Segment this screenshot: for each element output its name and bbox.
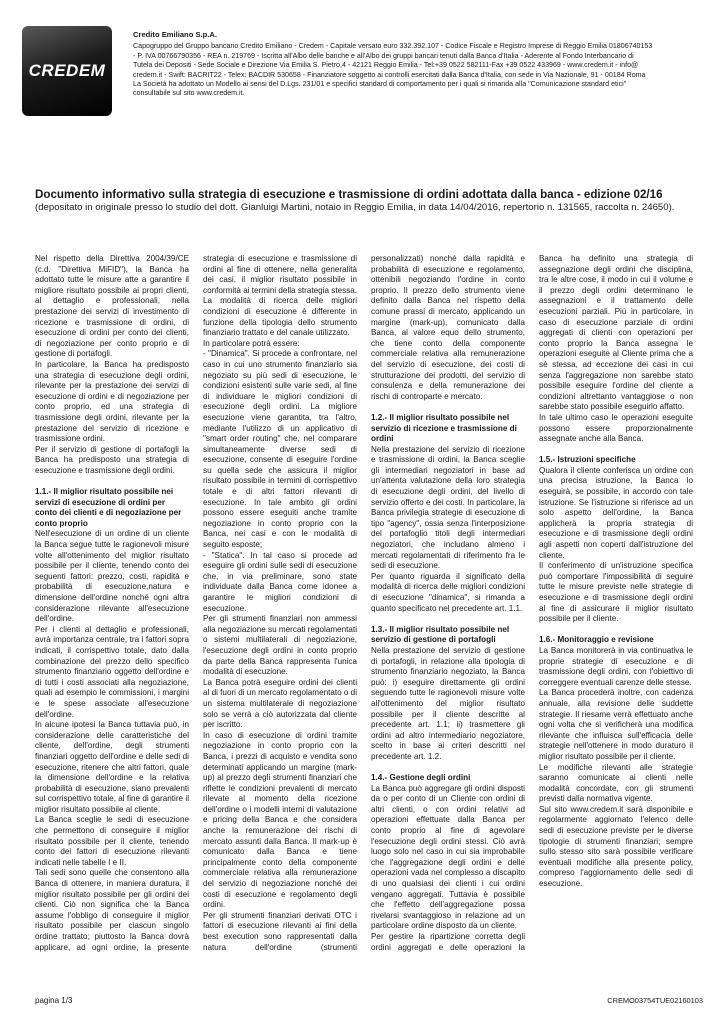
body-paragraph: In particolare, la Banca ha predisposto una strategia di esecuzione degli ordini, rilevante per la prestazione dei servizi di esecuzione di ordini e di negoziazione per conto proprio, ed una strategia di trasmissione degli ordini, rilevante per la prestazione del servizio di ricezione e trasmissione ordini. [35, 359, 189, 444]
body-paragraph: La Banca procederà inoltre, con cadenza annuale, alla revisione delle suddette strategie. Il riesame verrà effettuato anche ogni volta che si verificherà una modifica rilevante che influisca sull'efficacia delle strategie nell'ottenere in modo duraturo il miglior risultato possibile per il cliente. [539, 688, 693, 761]
body-paragraph: Per gli strumenti finanziari derivati OTC i fattori di esecuzione rilevanti ai fini della best execution sono rappresentati dalla natura dell'ordine (strumenti personalizzati) nonché dalla rapidità e probabilità di esecuzione e regolamento, ottenibili negoziando l'ordine in conto proprio. Il prezzo dello strumento viene definito dalla Banca nel rispetto della comune prassi di mercato, applicando un margine (mark-up), comunicato dalla Banca, al valore equo dello strumento, che tiene conto della componente commerciale relativa alla remunerazione del servizio di esecuzione, dei costi di strutturazione dei prodotti, del servizio di consulenza e della remunerazione dei rischi di controparte e mercato. [203, 254, 525, 952]
document-body [35, 254, 693, 954]
header-line: credem.it - Swift: BACRIT22 - Telex: BACDIR 530658 - Finanziatore soggetto ai controlli esercitati dalla Banca d'Italia, con sede in Via Nazionale, 91 - 00184 Roma [133, 70, 646, 79]
header-line: - P. IVA 00766790356 - REA n. 219769 - Iscritta all'Albo delle banche e all'Albo dei gruppi bancari tenuti dalla Banca d'Italia - Aderente al Fondo Interbancario di [133, 51, 634, 60]
body-paragraph: La Banca può aggregare gli ordini disposti da o per conto di un Cliente con ordini di altri clienti, o con ordini relativi ad operazioni effettuate dalla Banca per conto proprio al fine di agevolare l'esecuzione degli ordini stessi. Ciò avrà luogo solo nel caso in cui sia improbabile che l'aggregazione degli ordini e delle operazioni vada nel complesso a discapito di uno qualsiasi dei clienti i cui ordini vengano aggregati. Tuttavia è possibile che l'effetto dell'aggregazione possa rivelarsi svantaggioso in relazione ad un particolare ordine disposto da un cliente. [371, 783, 525, 931]
body-paragraph: La Banca potrà eseguire ordini dei clienti al di fuori di un mercato regolamentato o di un sistema multilaterale di negoziazione solo se verrà a ciò autorizzata dal cliente per iscritto. [203, 677, 358, 730]
body-paragraph: La modalità di ricerca delle migliori condizioni di esecuzione è differente in funzione della tipologia dello strumento finanziario trattato e del canale utilizzato. [203, 296, 357, 338]
header-line: Capogruppo del Gruppo bancario Credito Emiliano - Credem - Capitale versato euro 332.392.107 - Codice Fiscale e Registro Imprese di Reggio Emilia 01806740153 [133, 42, 653, 51]
section-heading: 1.1.- Il miglior risultato possibile nei servizi di esecuzione di ordini per conto dei clienti e di negoziazione per conto proprio [35, 487, 182, 528]
company-name: Credito Emiliano S.p.A. [133, 30, 217, 39]
body-paragraph: Nel rispetto della Direttiva 2004/39/CE (c.d. "Direttiva MiFID"), la Banca ha adottato tutte le misure atte a garantire il migliore risultato possibile ai propri clienti, al dettaglio e professionali, nella prestazione dei servizi di investimento di ricezione e trasmissione di ordini, di esecuzione di ordini per conto dei clienti, di negoziazione per conto proprio e di gestione di portafogli. [35, 254, 189, 359]
paragraph-spacer [371, 614, 525, 625]
body-paragraph: In particolare potrà essere: [203, 338, 300, 348]
body-paragraph: In tale ultimo caso le operazioni eseguite possono essere proporzionalmente assegnate anche alla Banca. [539, 412, 693, 444]
body-paragraph: Le modifiche rilevanti alle strategie saranno comunicate ai clienti nelle modalità concordate, con gli strumenti previsti dalla normativa vigente. [539, 762, 693, 804]
body-paragraph: Per gestire la ripartizione corretta degli ordini aggregati e delle operazioni la Banca ha definito una strategia di assegnazione degli ordini che disciplina, tra le altre cose, il modo in cui il volume e il prezzo degli ordini determinano le assegnazioni e il trattamento delle esecuzioni parziali. Più in particolare, in caso di esecuzione parziale di ordini aggregati di clienti con operazioni per conto proprio la Banca assegna le operazioni eseguite al Cliente prima che a sé stessa, ad eccezione dei casi in cui senza l'aggregazione non sarebbe stato possibile eseguire l'ordine del cliente a condizioni altrettanto vantaggiose o non sarebbe stato possibile eseguirlo affatto. [371, 254, 693, 952]
body-paragraph: Qualora il cliente conferisca un ordine con una precisa istruzione, la Banca lo eseguirà, se possibile, in accordo con tale istruzione. Se l'istruzione si riferisce ad un solo aspetto dell'ordine, la Banca applicherà la propria strategia di esecuzione e di trasmissione degli ordini agli aspetti non coperti dall'istruzione del cliente. [539, 465, 693, 560]
paragraph-spacer [371, 763, 525, 774]
paragraph-spacer [539, 445, 693, 456]
body-paragraph: Nella prestazione del servizio di gestione di portafogli, in relazione alla tipologia di strumento finanziario negoziato, la Banca può: i) eseguire direttamente gli ordini seguendo tutte le ragionevoli misure volte all'ottenimento del miglior risultato possibile per il cliente descritte al precedente art. 1.1; ii) trasmettere gli ordini ad altro intermediario negoziatore, scelto in base ai criteri descritti nel precedente art. 1.2. [371, 645, 525, 761]
document-code: CREMO03754TUE02160103 [607, 996, 703, 1005]
body-paragraph: Per i clienti al dettaglio e professionali, avrà importanza centrale, tra i fattori sopra indicati, il corrispettivo totale, dato dalla combinazione del prezzo dello specifico strumento finanziario oggetto dell'ordine e di tutti i costi associati alla negoziazione, quali ad esempio le commissioni, i margini e le spese associate all'esecuzione dell'ordine. [35, 624, 189, 719]
document-title: Documento informativo sulla strategia di esecuzione e trasmissione di ordini adottata dalla banca - edizione 02/16 [35, 188, 663, 201]
body-paragraph: In caso di esecuzione di ordini tramite negoziazione in conto proprio con la Banca, i prezzi di acquisto e vendita sono determinati applicando un margine (mark-up) al prezzo degli strumenti finanziari che riflette le condizioni prevalenti di mercato rilevate al momento della ricezione dell'ordine o i modelli interni di valutazione e pricing della Banca e che considera anche la remunerazione dei rischi di mercato assunti dalla Banca. Il mark-up è comunicato dalla Banca e tiene principalmente conto della componente commerciale relativa alla remunerazione del servizio di negoziazione nonché dei costi di esecuzione e regolamento degli ordini. [203, 730, 357, 910]
credem-logo [22, 26, 112, 116]
body-paragraph: Il conferimento di un'istruzione specifica può comportare l'impossibilità di seguire tutte le misure previste nelle strategie di esecuzione e di trasmissione degli ordini al fine di assicurare il miglior risultato possibile per il cliente. [539, 561, 693, 624]
section-heading: 1.2.- Il miglior risultato possibile nel servizio di ricezione e trasmissione di ordini [371, 412, 517, 444]
body-paragraph: Nell'esecuzione di un ordine di un cliente la Banca segue tutte le ragionevoli misure volte all'ottenimento del miglior risultato possibile per il cliente, tenendo conto dei seguenti fattori: prezzo, costi, rapidità e probabilità di esecuzione,natura e dimensione dell'ordine nonché ogni altra considerazione rilevante all'esecuzione dell'ordine. [35, 529, 189, 624]
section-heading: 1.6.- Monitoraggio e revisione [539, 635, 654, 645]
body-paragraph: Per quanto riguarda il significato della modalità di ricerca delle migliori condizioni di esecuzione "dinamica", si rimanda a quanto specificato nel precedente art. 1.1. [371, 571, 525, 613]
body-paragraph: La Banca monitorerà in via continuativa le proprie strategie di esecuzione e di trasmissione degli ordini, con l'obiettivo di correggere eventuali carenze delle stesse. [539, 645, 693, 687]
body-paragraph: Tali sedi sono quelle che consentono alla Banca di ottenere, in maniera duratura, il miglior risultato possibile per gli ordini dei clienti. Ciò non significa che la Banca assume l'obbligo di conseguire il miglior risultato possibile per ciascun singolo ordine trattato; piuttosto la Banca dovrà applicare, ad ogni ordine, la presente strategia di esecuzione e trasmissione di ordini al fine di ottenere, nella generalità dei casi, il miglior risultato possibile in conformità ai termini della strategia stessa. [35, 254, 357, 952]
body-paragraph: Nella prestazione del servizio di ricezione e trasmissione di ordini, la Banca sceglie gli intermediari negoziatori in base ad un'attenta valutazione della loro strategia di esecuzione degli ordini, del livello di servizio offerto e dei costi. In particolare, la Banca privilegia strategie di esecuzione di tipo "agency", ossia senza l'interposizione del portafoglio titoli degli intermediari negoziatori, che includano almeno i mercati regolamentati di riferimento fra le sedi di esecuzione. [371, 444, 525, 571]
body-paragraph: - "Statica". In tal caso si procede ad eseguire gli ordini sulle sedi di esecuzione che, in via preliminare, sono state individuate dalla Banca come idonee a garantire le migliori condizioni di esecuzione. [203, 550, 357, 613]
body-paragraph: In alcune ipotesi la Banca tuttavia può, in considerazione delle caratteristiche del cliente, dell'ordine, degli strumenti finanziari oggetto dell'ordine e delle sedi di esecuzione, ritenere che altri fattori, quale la dimensione dell'ordine e la relativa probabilità di esecuzione, siano prevalenti sul corrispettivo totale, al fine di garantire il miglior risultato possibile al cliente. [35, 720, 189, 814]
paragraph-spacer [539, 625, 693, 636]
section-heading: 1.5.- Istruzioni specifiche [539, 455, 636, 465]
document-subtitle: (depositato in originale presso lo studio del dott. Gianluigi Martini, notaio in Reggio Emilia, in data 14/04/2016, repertorio n. 131565, raccolta n. 24650). [35, 202, 675, 213]
header-line: La Società ha adottato un Modello ai sensi del D.Lgs. 231/01 e specifici standard di comportamento per i quali si rimanda alla "Comunicazione standard etici" [133, 80, 627, 89]
header-line: consultabile sul sito www.credem.it. [133, 89, 245, 98]
document-title-block [35, 188, 695, 214]
logo-text: CREDEM [28, 61, 106, 80]
header-line: Tutela dei Depositi - Sede Sociale e Direzione Via Emilia S. Pietro,4 - 42121 Reggio Emilia - Tel:+39 0522 582111-Fax +39 0522 433969 - www.credem.it - info@ [133, 61, 639, 70]
paragraph-spacer [371, 402, 525, 413]
body-paragraph: La Banca sceglie le sedi di esecuzione che permettono di conseguire il miglior risultato possibile per il cliente, tenendo conto dei fattori di esecuzione rilevanti indicati nelle tabelle I e II. [35, 815, 189, 867]
page-number: pagina 1/3 [35, 996, 73, 1005]
body-paragraph: - "Dinamica". Si procede a confrontare, nel caso in cui uno strumento finanziario sia negoziato su più sedi di esecuzione, le condizioni esistenti sulle varie sedi, al fine di individuare le migliori condizioni di esecuzione degli ordini. La migliore esecuzione viene garantita, tra l'altro, mediante l'utilizzo di un applicativo di "smart order routing" che, nel comparare simultaneamente diverse sedi di esecuzione, consente di eseguire l'ordine su quella sede che assicura il miglior risultato possibile in termini di corrispettivo totale e di altri fattori rilevanti di esecuzione. In tale ambito gli ordini possono essere eseguiti anche tramite negoziazione in conto proprio con la Banca, nei casi e con le modalità di seguito esposte; [203, 349, 357, 550]
section-heading: 1.4.- Gestione degli ordini [371, 773, 471, 783]
body-paragraph: Per gli strumenti finanziari non ammessi alla negoziazione su mercati regolamentati o sistemi multilaterali di negoziazione, l'esecuzione degli ordini in conto proprio da parte della Banca rappresenta l'unica modalità di esecuzione. [203, 614, 358, 677]
company-header [133, 30, 693, 99]
section-heading: 1.3.- Il miglior risultato possibile nel servizio di gestione di portafogli [371, 624, 510, 645]
body-paragraph: Per il servizio di gestione di portafogli la Banca ha predisposto una strategia di esecuzione e trasmissione degli ordini. [35, 444, 189, 475]
body-paragraph: Sul sito www.credem.it sarà disponibile e regolarmente aggiornato l'elenco delle sedi di esecuzione previste per le diverse tipologie di strumenti finanziari; sempre sullo stesso sito sarà possibile verificare eventuali modifiche alla presente policy, compreso l'aggiornamento delle sedi di esecuzione. [539, 804, 693, 889]
paragraph-spacer [35, 476, 189, 487]
